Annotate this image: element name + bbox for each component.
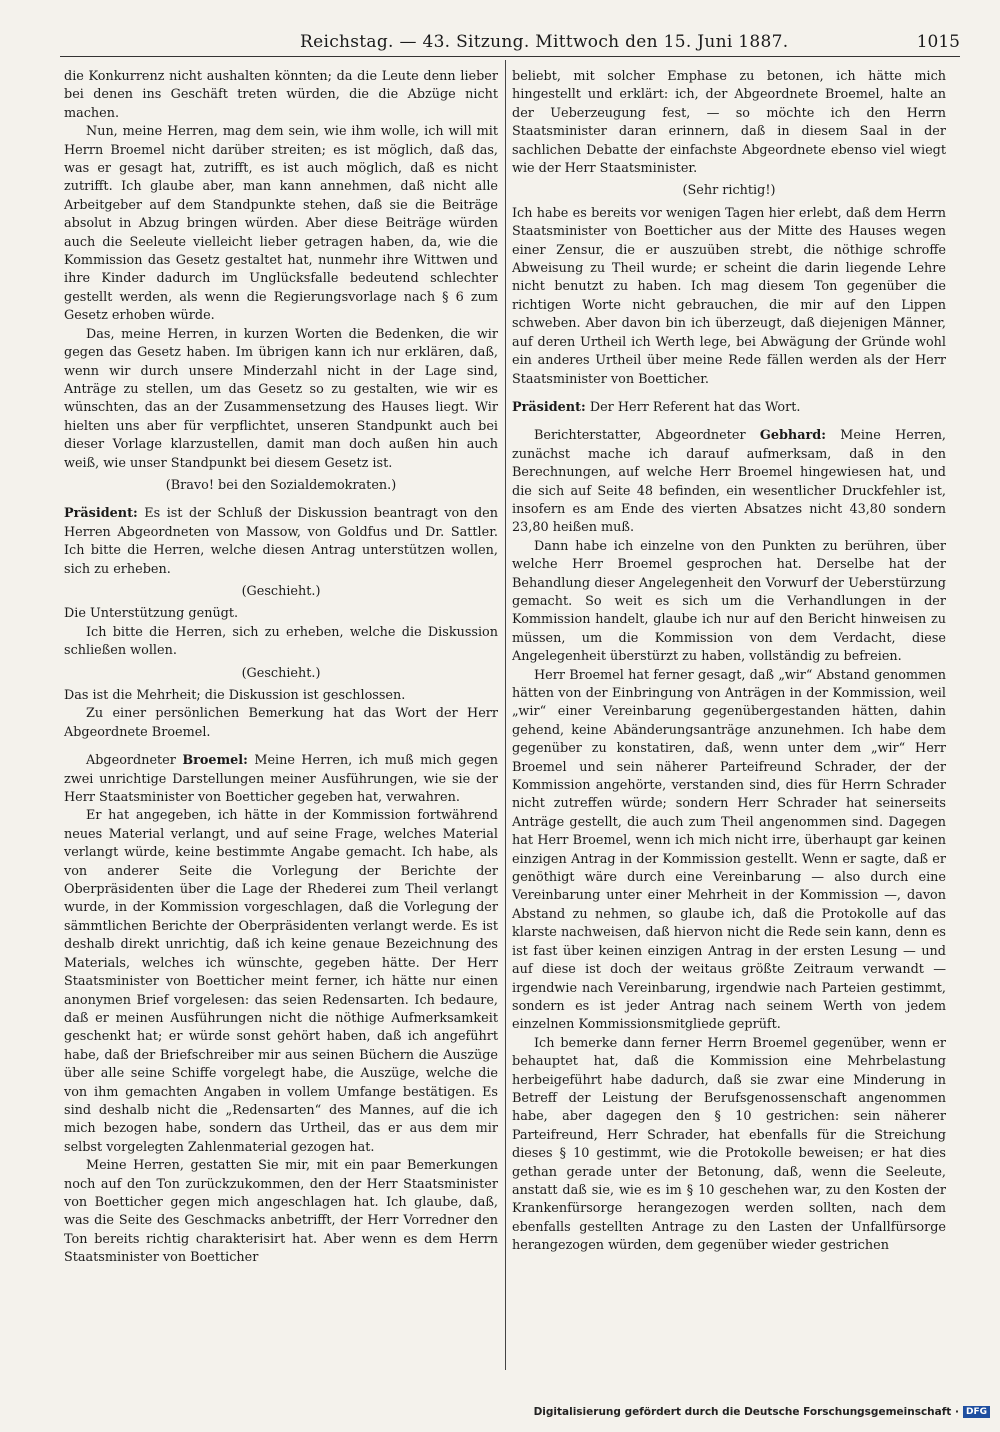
paragraph-text: Meine Herren, gestatten Sie mir, mit ein paar Bemerkungen noch auf den Ton zurückzukommen, den der Herr Staatsminister von Boetticher gegen mich angeschlagen hat. Ich glaube, daß, was die Seite des Geschmacks anbetrifft, der Herr Vorredner den Ton bereits richtig charakterisirt hat. Aber wenn es dem Herrn Staatsminister von Boetticher — [64, 1158, 498, 1266]
paragraph-text: Meine Herren, zunächst mache ich darauf aufmerksam, daß in den Berechnungen, auf welche Herr Broemel hingewiesen hat, und die sich auf Seite 48 befinden, ein wesentlicher Druckfehler ist, insofern es am Ende des vierten Absatzes nicht 43,80 sondern 23,80 heißen muß. — [512, 428, 946, 536]
paragraph — [512, 182, 946, 200]
speaker-prefix: Berichterstatter, Abgeordneter — [534, 428, 760, 444]
paragraph — [64, 807, 498, 1157]
paragraph-text: die Konkurrenz nicht aushalten könnten; da die Leute denn lieber bei denen ins Geschäft treten würden, die die Abzüge nicht machen. — [64, 69, 498, 121]
paragraph — [64, 1157, 498, 1267]
paragraph-text: Ich habe es bereits vor wenigen Tagen hier erlebt, daß dem Herrn Staatsminister von Boetticher aus der Mitte des Hauses wegen einer Zensur, die er auszuüben strebt, die nöthige schroffe Abweisung zu Theil wurde; er scheint die darin liegende Lehre nicht benutzt zu haben. Ich mag diesem Ton gegenüber die richtigen Worte nicht gebrauchen, die mir auf den Lippen schweben. Aber davon bin ich überzeugt, daß diejenigen Männer, auf deren Urtheil ich Werth lege, bei Abwägung der Gründe wohl ein anderes Urtheil über meine Rede fällen werden als der Herr Staatsminister von Boetticher. — [512, 205, 946, 387]
paragraph-text: Dann habe ich einzelne von den Punkten zu berühren, über welche Herr Broemel gesprochen hat. Derselbe hat der Behandlung dieser Angelegenheit den Vorwurf der Ueberstürzung gemacht. So weit es sich um die Verhandlungen in der Kommission handelt, glaube ich nur auf den Bericht hinweisen zu müssen, um die Kommission von dem Verdacht, diese Angelegenheit überstürzt zu haben, vollständig zu befreien. — [512, 538, 946, 665]
paragraph — [512, 68, 946, 178]
speaker-name: Präsident: — [64, 506, 138, 522]
footer-text: Digitalisierung gefördert durch die Deutsche Forschungsgemeinschaft · — [533, 1406, 959, 1418]
paragraph — [64, 123, 498, 325]
paragraph-text: Es ist der Schluß der Diskussion beantragt von den Herren Abgeordneten von Massow, von Goldfus und Dr. Sattler. Ich bitte die Herren, welche diesen Antrag unterstützen wollen, sich zu erheben. — [64, 506, 498, 577]
speaker-name: Präsident: — [512, 399, 586, 415]
paragraph-text: Der Herr Referent hat das Wort. — [585, 399, 801, 415]
column-divider — [505, 60, 506, 1370]
paragraph — [64, 605, 498, 623]
paragraph — [64, 505, 498, 579]
speaker-name: Broemel: — [182, 753, 248, 769]
paragraph — [512, 205, 946, 389]
page-header — [60, 30, 960, 56]
paragraph — [64, 687, 498, 705]
paragraph — [64, 705, 498, 742]
header-title: Reichstag. — 43. Sitzung. Mittwoch den 15. Juni 1887. — [300, 32, 789, 52]
right-column — [512, 68, 946, 1256]
header-rule — [60, 56, 960, 57]
paragraph-text: (Geschieht.) — [241, 583, 321, 599]
paragraph-text: (Bravo! bei den Sozialdemokraten.) — [165, 477, 397, 493]
paragraph — [64, 624, 498, 661]
page-number: 1015 — [916, 32, 960, 52]
paragraph-text: beliebt, mit solcher Emphase zu betonen, ich hätte mich hingestellt und erklärt: ich, der Abgeordnete Broemel, halte an der Ueberzeugung fest, — so möchte ich den Herrn Staatsminister daran erinnern, daß in diesem Saal in der sachlichen Debatte der einfachste Abgeordnete ebenso viel wiegt wie der Herr Staatsminister. — [512, 69, 946, 177]
paragraph — [512, 667, 946, 1035]
paragraph — [64, 68, 498, 123]
paragraph-text: Ich bemerke dann ferner Herrn Broemel gegenüber, wenn er behauptet hat, daß die Kommission eine Mehrbelastung herbeigeführt habe dadurch, daß sie zwar eine Minderung in Betreff der Leistung der Berufsgenossenschaft angenommen habe, aber dagegen den § 10 gestrichen: sein näherer Parteifreund, Herr Schrader, hat ebenfalls für die Streichung dieses § 10 gestimmt, wie die Protokolle beweisen; er hat dies gethan gerade unter der Betonung, daß, wenn die Seeleute, anstatt daß sie, wie es im § 10 geschehen war, zu den Kosten der Krankenfürsorge herangezogen werden sollten, nach dem ebenfalls gestellten Antrage zu den Lasten der Unfallfürsorge herangezogen würden, dem gegenüber wieder gestrichen — [512, 1035, 946, 1254]
paragraph — [64, 752, 498, 807]
paragraph-text: Er hat angegeben, ich hätte in der Kommission fortwährend neues Material verlangt, und auf seine Frage, welches Material verlangt würde, keine bestimmte Angabe gemacht. Ich habe, als von anderer Seite die Vorlegung der Berichte der Oberpräsidenten über die Lage der Rhederei zum Theil verlangt wurde, in der Kommission vorgeschlagen, daß die Vorlegung der sämmtlichen Berichte der Oberpräsidenten verlangt werde. Es ist deshalb direkt unrichtig, daß ich keine genaue Bezeichnung des Materials, welches ich wünschte, gegeben hätte. Der Herr Staatsminister von Boetticher meint ferner, ich hätte nur einen anonymen Brief vorgelesen: das seien Redensarten. Ich bedaure, daß er meinen Ausführungen nicht die nöthige Aufmerksamkeit geschenkt hat; er würde sonst gehört haben, daß ich angeführt habe, daß der Briefschreiber mir aus seinen Büchern die Auszüge über alle seine Schiffe vorgelegt habe, die Auszüge, welche die von ihm gemachten Angaben in vollem Umfange bestätigen. Es sind deshalb nicht die „Redensarten“ des Mannes, auf die ich mich bezogen habe, sondern das Urtheil, das er aus dem mir selbst vorgelegten Zahlenmaterial gezogen hat. — [64, 808, 498, 1155]
paragraph-text: Ich bitte die Herren, sich zu erheben, welche die Diskussion schließen wollen. — [64, 624, 498, 659]
footer — [534, 1406, 990, 1418]
dfg-logo: DFG — [963, 1406, 990, 1418]
paragraph-text: Zu einer persönlichen Bemerkung hat das Wort der Herr Abgeordnete Broemel. — [64, 706, 498, 740]
paragraph-text: Meine Herren, ich muß mich gegen zwei unrichtige Darstellungen meiner Ausführungen, wie sie der Herr Staatsminister von Boetticher gegeben hat, verwahren. — [64, 753, 498, 806]
paragraph — [512, 538, 946, 667]
speaker-prefix: Abgeordneter — [86, 753, 183, 769]
paragraph-text: Nun, meine Herren, mag dem sein, wie ihm wolle, ich will mit Herrn Broemel nicht darüber streiten; es ist möglich, daß das, was er gesagt hat, zutrifft, es ist auch möglich, daß es nicht zutrifft. Ich glaube aber, man kann annehmen, daß nicht alle Arbeitgeber auf dem Standpunkte stehen, daß sie die Beiträge absolut in Abzug bringen würden. Aber diese Beiträge würden auch die Seeleute vielleicht lieber getragen haben, da, wie die Kommission das Gesetz gestaltet hat, nunmehr ihre Wittwen und ihre Kinder dadurch im Unglücksfalle bedeutend schlechter gestellt werden, als wenn die Regierungsvorlage nach § 6 zum Gesetz erhoben würde. — [64, 124, 498, 324]
paragraph-text: Die Unterstützung genügt. — [64, 606, 239, 622]
paragraph-text: (Geschieht.) — [241, 665, 321, 681]
paragraph-text: Herr Broemel hat ferner gesagt, daß „wir“ Abstand genommen hätten von der Einbringung von Anträgen in der Kommission, weil „wir“ einer Vereinbarung gegenübergestanden hätten, dahin gehend, keine Abänderungsanträge anzunehmen. Ich habe dem gegenüber zu konstatiren, daß, wenn unter dem „wir“ Herr Broemel und sein näherer Parteifreund Schrader, der der Kommission angehörte, verstanden sind, dies für Herrn Schrader nicht zutreffen würde; sondern Herr Schrader hat seinerseits Anträge gestellt, die auch zum Theil angenommen sind. Dagegen hat Herr Broemel, wenn ich mich nicht irre, überhaupt gar keinen einzigen Antrag in der Kommission gestellt. Wenn er sagte, daß er genöthigt wäre durch eine Vereinbarung — also durch eine Vereinbarung unter einer Mehrheit in der Kommission —, davon Abstand zu nehmen, so glaube ich, daß die Protokolle auf das klarste nachweisen, daß hiervon nicht die Rede sein kann, denn es ist fast über keinen einzigen Antrag in der ersten Lesung — und auf diese ist doch der weitaus größte Zeitraum verwandt — irgendwie nach Vereinbarung, irgendwie nach Parteien gestimmt, sondern es ist jeder Antrag nach seinem Werth von jedem einzelnen Kommissionsmitgliede geprüft. — [512, 667, 946, 1033]
paragraph — [64, 326, 498, 473]
paragraph — [64, 665, 498, 683]
paragraph — [64, 477, 498, 495]
paragraph — [64, 583, 498, 601]
paragraph-text: Das ist die Mehrheit; die Diskussion ist geschlossen. — [64, 688, 406, 703]
paragraph — [512, 427, 946, 537]
speaker-name: Gebhard: — [759, 428, 826, 444]
paragraph-text: Das, meine Herren, in kurzen Worten die Bedenken, die wir gegen das Gesetz haben. Im übrigen kann ich nur erklären, daß, wenn wir durch unsere Minderzahl nicht in der Lage sind, Anträge zu stellen, um das Gesetz so zu gestalten, wie wir es wünschten, das an der Zusammensetzung des Hauses liegt. Wir hielten uns aber für verpflichtet, unseren Standpunkt auch bei dieser Vorlage klarzustellen, damit man doch außen hin auch weiß, wie unser Standpunkt bei diesem Gesetz ist. — [64, 326, 498, 471]
paragraph — [512, 399, 946, 417]
paragraph — [512, 1035, 946, 1256]
left-column — [64, 68, 498, 1268]
paragraph-text: (Sehr richtig!) — [682, 183, 776, 199]
